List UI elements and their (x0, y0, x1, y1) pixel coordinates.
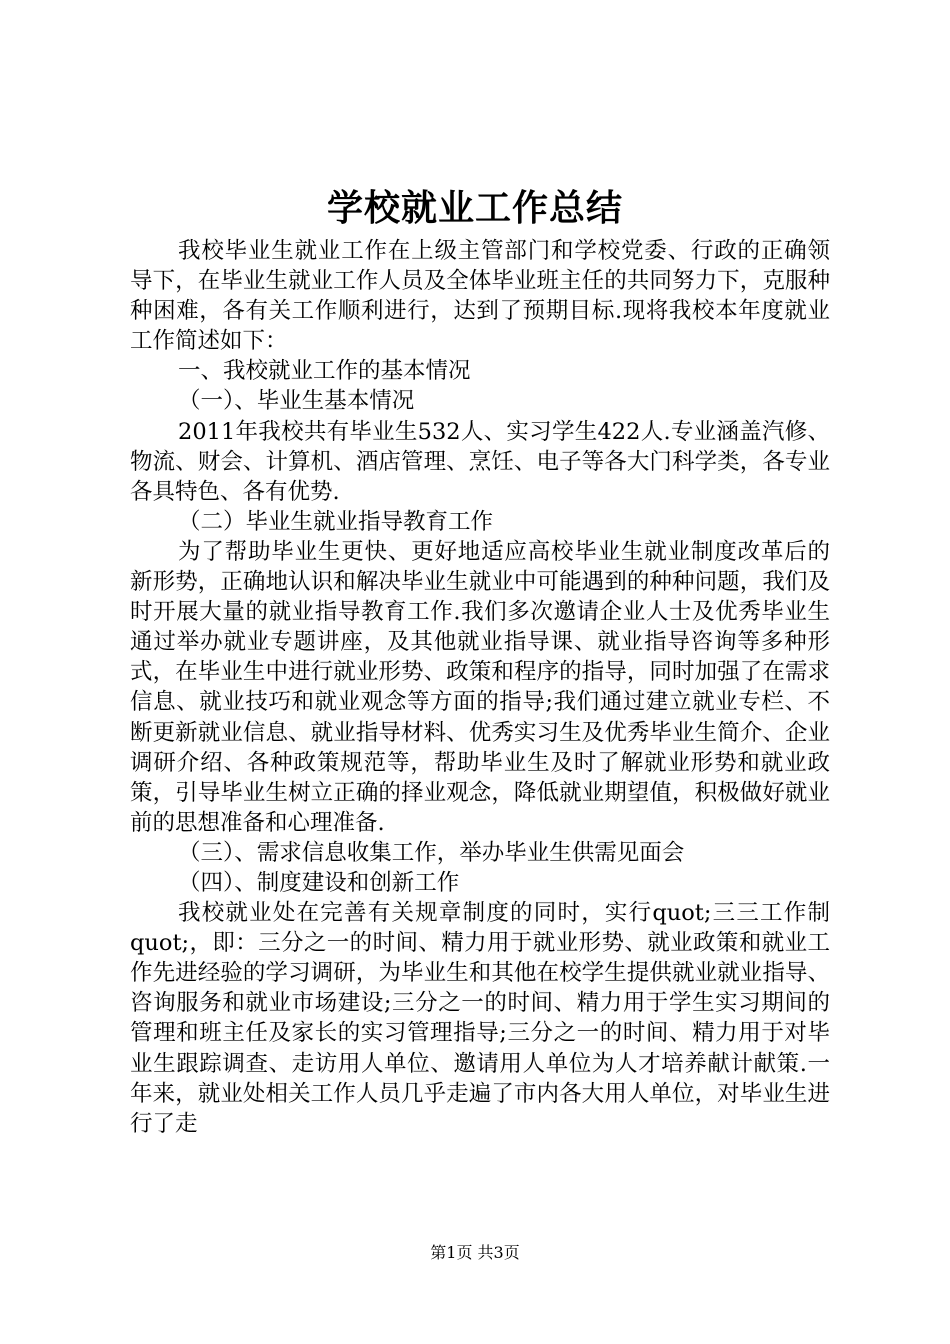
paragraph-basic-info: 2011年我校共有毕业生532人、实习学生422人.专业涵盖汽修、物流、财会、计算机、酒店管理、烹饪、电子等各大门科学类，各专业各具特色、各有优势. (130, 418, 830, 505)
document-title: 学校就业工作总结 (326, 188, 623, 229)
subsection-heading-3: （三）、需求信息收集工作，举办毕业生供需见面会 (178, 839, 685, 866)
subsection-heading-4: （四）、制度建设和创新工作 (178, 869, 460, 896)
subsection-heading-1: （一）、毕业生基本情况 (178, 388, 415, 415)
page-footer: 第1页 共3页 (430, 1243, 520, 1262)
section-heading-1: 一、我校就业工作的基本情况 (178, 358, 471, 385)
subsection-heading-2: （二）毕业生就业指导教育工作 (178, 508, 494, 535)
paragraph-system: 我校就业处在完善有关规章制度的同时，实行quot;三三工作制quot;，即：三分之一的时间、精力用于就业形势、就业政策和就业工作先进经验的学习调研，为毕业生和其他在校学生提供就业就业指导、咨询服务和就业市场建设;三分之一的时间、精力用于学生实习期间的管理和班主任及家长的实习管理指导;三分之一的时间、精力用于对毕业生跟踪调查、走访用人单位、邀请用人单位为人才培养献计献策.一年来，就业处相关工作人员几乎走遍了市内各大用人单位，对毕业生进行了走 (130, 900, 830, 1137)
paragraph-guidance: 为了帮助毕业生更快、更好地适应高校毕业生就业制度改革后的新形势，正确地认识和解决毕业生就业中可能遇到的种种问题，我们及时开展大量的就业指导教育工作.我们多次邀请企业人士及优秀毕业生通过举办就业专题讲座，及其他就业指导课、就业指导咨询等多种形式，在毕业生中进行就业形势、政策和程序的指导，同时加强了在需求信息、就业技巧和就业观念等方面的指导;我们通过建立就业专栏、不断更新就业信息、就业指导材料、优秀实习生及优秀毕业生简介、企业调研介绍、各种政策规范等，帮助毕业生及时了解就业形势和就业政策，引导毕业生树立正确的择业观念，降低就业期望值，积极做好就业前的思想准备和心理准备. (130, 538, 830, 836)
document-body (130, 236, 830, 1139)
paragraph-intro: 我校毕业生就业工作在上级主管部门和学校党委、行政的正确领导下，在毕业生就业工作人员及全体毕业班主任的共同努力下，克服种种困难，各有关工作顺利进行，达到了预期目标.现将我校本年度就业工作简述如下： (130, 238, 830, 355)
